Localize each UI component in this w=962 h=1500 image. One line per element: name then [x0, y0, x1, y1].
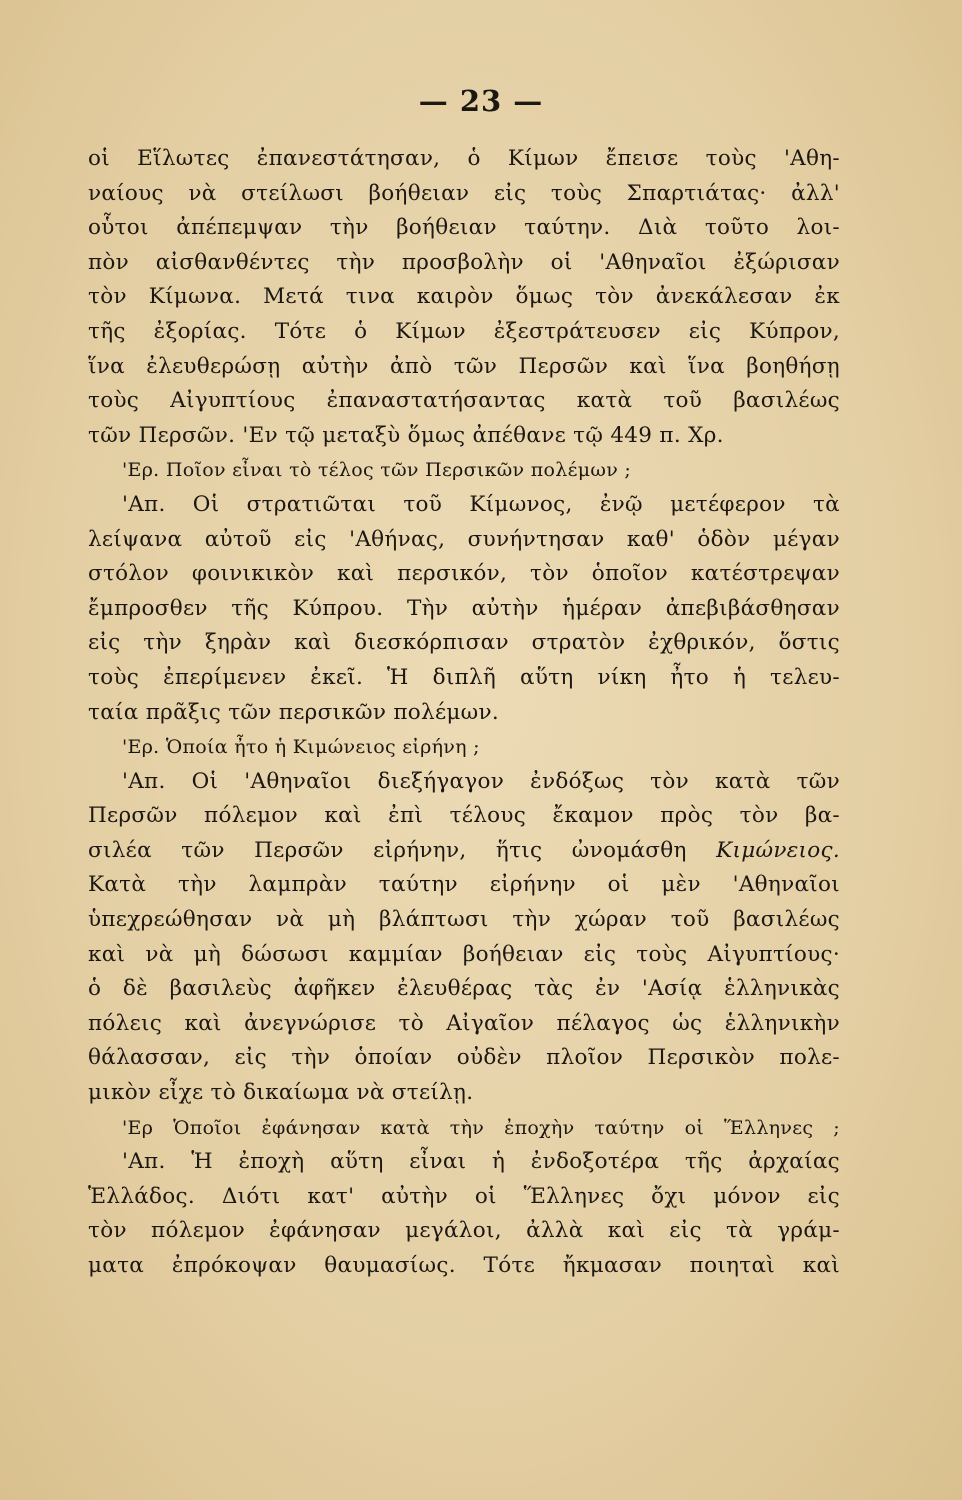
- text-line: ὁ δὲ βασιλεὺς ἀφῆκεν ἐλευθέρας τὰς ἐν 'Ασίᾳ ἑλληνικὰς: [88, 976, 840, 1002]
- italic-term: Κιμώνειος.: [716, 837, 840, 863]
- text-line: τὸν Κίμωνα. Μετά τινα καιρὸν ὅμως τὸν ἀνεκάλεσαν ἐκ: [88, 284, 840, 310]
- text-line: καὶ νὰ μὴ δώσωσι καμμίαν βοήθειαν εἰς τοὺς Αἰγυπτίους·: [88, 941, 840, 967]
- body-text: [88, 142, 840, 1284]
- question-line: 'Ερ Ὁποῖοι ἐφάνησαν κατὰ τὴν ἐποχὴν ταύτην οἱ Ἕλληνες ;: [122, 1116, 840, 1139]
- text-line: στόλον φοινικικὸν καὶ περσικόν, τὸν ὁποῖον κατέστρεψαν: [88, 561, 840, 587]
- text-line: Ἑλλάδος. Διότι κατ' αὐτὴν οἱ Ἕλληνες ὄχι μόνον εἰς: [88, 1183, 840, 1209]
- text-line: ἔμπροσθεν τῆς Κύπρου. Τὴν αὐτὴν ἡμέραν ἀπεβιβάσθησαν: [88, 595, 840, 621]
- answer-line: 'Απ. Οἱ 'Αθηναῖοι διεξήγαγον ἐνδόξως τὸν κατὰ τῶν: [122, 768, 840, 794]
- text-line: οὗτοι ἀπέπεμψαν τὴν βοήθειαν ταύτην. Διὰ τοῦτο λοι-: [88, 215, 840, 241]
- text-line: τοὺς Αἰγυπτίους ἐπαναστατήσαντας κατὰ τοῦ βασιλέως: [88, 388, 840, 414]
- text-line: μικὸν εἶχε τὸ δικαίωμα νὰ στείλῃ.: [88, 1080, 474, 1106]
- text-line: τὸν πόλεμον ἐφάνησαν μεγάλοι, ἀλλὰ καὶ εἰς τὰ γράμ-: [88, 1218, 840, 1244]
- question-line: 'Ερ. Ὁποία ἦτο ἡ Κιμώνειος εἰρήνη ;: [122, 736, 480, 759]
- text-line: τῆς ἐξορίας. Τότε ὁ Κίμων ἐξεστράτευσεν εἰς Κύπρον,: [88, 318, 840, 344]
- answer-line: 'Απ. Οἱ στρατιῶται τοῦ Κίμωνος, ἐνῷ μετέφερον τὰ: [122, 491, 840, 517]
- text-line: οἱ Εἵλωτες ἐπανεστάτησαν, ὁ Κίμων ἔπεισε τοὺς 'Αθη-: [88, 146, 840, 171]
- text-line: πὸν αἰσθανθέντες τὴν προσβολὴν οἱ 'Αθηναῖοι ἐξώρισαν: [88, 249, 840, 275]
- text-line: ὑπεχρεώθησαν νὰ μὴ βλάπτωσι τὴν χώραν τοῦ βασιλέως: [88, 907, 840, 933]
- page-number: — 23 —: [418, 84, 544, 118]
- text-line: εἰς τὴν ξηρὰν καὶ διεσκόρπισαν στρατὸν ἐχθρικόν, ὅστις: [88, 630, 840, 656]
- text-line: Κατὰ τὴν λαμπρὰν ταύτην εἰρήνην οἱ μὲν 'Αθηναῖοι: [88, 872, 840, 898]
- text-line: ναίους νὰ στείλωσι βοήθειαν εἰς τοὺς Σπαρτιάτας· ἀλλ': [88, 180, 840, 206]
- text-line: ἵνα ἐλευθερώσῃ αὐτὴν ἀπὸ τῶν Περσῶν καὶ ἵνα βοηθήσῃ: [88, 353, 840, 379]
- text-line: Περσῶν πόλεμον καὶ ἐπὶ τέλους ἔκαμον πρὸς τὸν βα-: [88, 803, 840, 829]
- text-line-start: σιλέα τῶν Περσῶν εἰρήνην, ἥτις ὠνομάσθη: [88, 837, 687, 863]
- text-line: τοὺς ἐπερίμενεν ἐκεῖ. Ἡ διπλῆ αὕτη νίκη ἦτο ἡ τελευ-: [88, 664, 840, 690]
- text-line: [88, 834, 840, 869]
- question-line: 'Ερ. Ποῖον εἶναι τὸ τέλος τῶν Περσικῶν πολέμων ;: [122, 459, 632, 482]
- text-line: τῶν Περσῶν. 'Εν τῷ μεταξὺ ὅμως ἀπέθανε τῷ 449 π. Χρ.: [88, 422, 724, 448]
- text-line: ταία πρᾶξις τῶν περσικῶν πολέμων.: [88, 699, 499, 725]
- text-line: λείψανα αὐτοῦ εἰς 'Αθήνας, συνήντησαν καθ' ὁδὸν μέγαν: [88, 526, 840, 552]
- text-line: ματα ἐπρόκοψαν θαυμασίως. Τότε ἤκμασαν ποιηταὶ καὶ: [88, 1253, 840, 1278]
- text-line: θάλασσαν, εἰς τὴν ὁποίαν οὐδὲν πλοῖον Περσικὸν πολε-: [88, 1045, 840, 1071]
- answer-line: 'Απ. Ἡ ἐποχὴ αὕτη εἶναι ἡ ἐνδοξοτέρα τῆς ἀρχαίας: [122, 1149, 840, 1175]
- text-line: πόλεις καὶ ἀνεγνώρισε τὸ Αἰγαῖον πέλαγος ὡς ἑλληνικὴν: [88, 1010, 840, 1036]
